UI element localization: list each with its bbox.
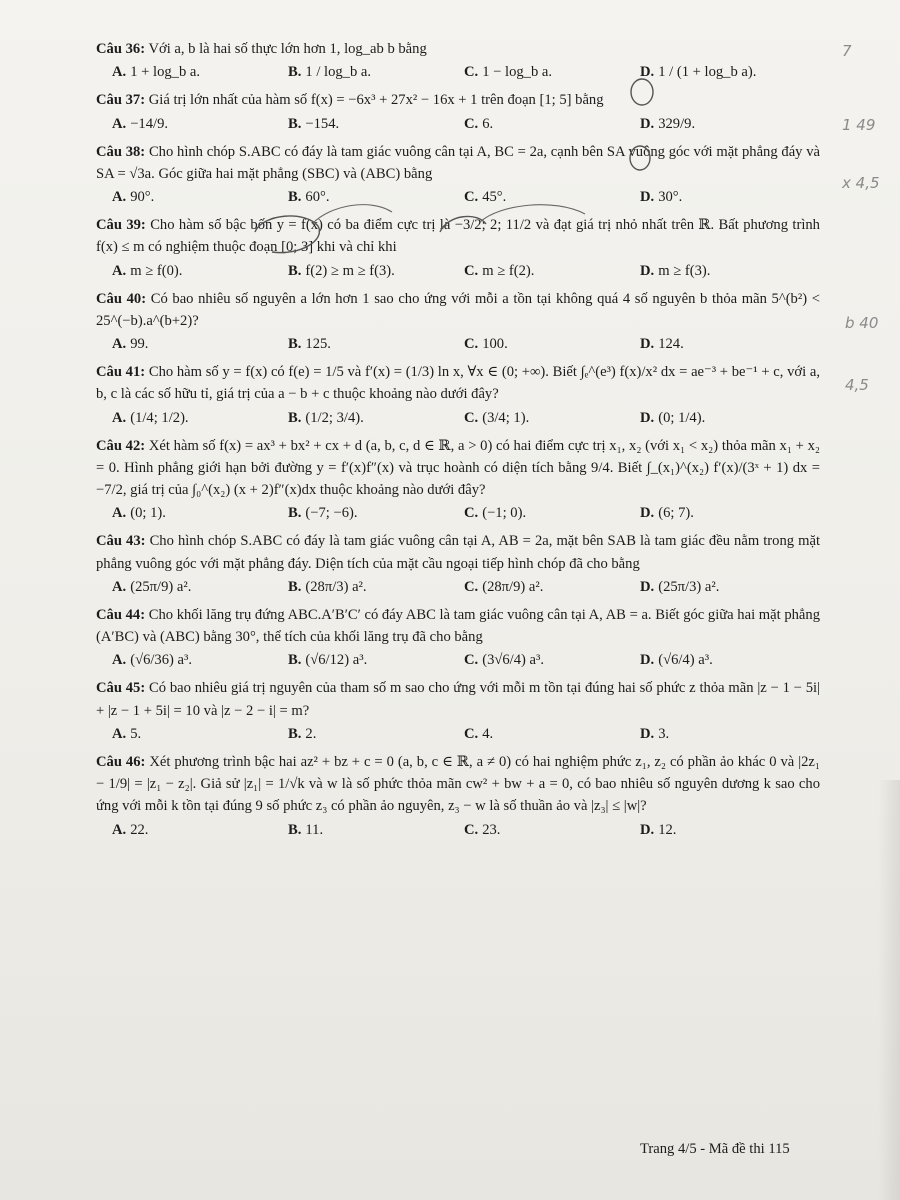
option-text: (0; 1). — [130, 505, 166, 522]
question-block — [96, 530, 820, 598]
option-text: (1/4; 1/2). — [130, 409, 189, 426]
margin-note: b 40 — [845, 314, 879, 332]
answer-option — [464, 333, 640, 355]
option-letter: B. — [288, 409, 302, 426]
option-letter: C. — [464, 189, 479, 206]
answer-option — [112, 186, 288, 208]
option-text: −14/9. — [130, 115, 169, 132]
option-text: (√6/4) a³. — [658, 652, 713, 669]
option-letter: D. — [640, 64, 655, 81]
option-letter: B. — [288, 725, 302, 742]
option-letter: D. — [640, 336, 655, 353]
option-letter: A. — [112, 336, 127, 353]
option-text: 6. — [482, 115, 494, 132]
answer-option — [112, 576, 288, 598]
question-text: Xét phương trình bậc hai az² + bz + c = 0 (a, b, c ∈ ℝ, a ≠ 0) có hai nghiệm phức z₁, z₂ có phần ảo khác 0 và |2z₁ − 1/9| = |z₁ − z₂|. Giả sử |z₁| = 1/√k và w là số phức thỏa mãn cw² + bw + a = 0, có bao nhiêu số nguyên dương k sao cho ứng với mỗi k tồn tại đúng 9 số phức z₃ có phần ảo nguyên, z₃ − w là số thuần ảo và |z₃| ≤ |w|? — [96, 753, 820, 815]
option-letter: A. — [112, 725, 127, 742]
option-letter: C. — [464, 725, 479, 742]
option-letter: C. — [464, 115, 479, 132]
question-block — [96, 604, 820, 672]
answer-options — [112, 819, 820, 841]
option-letter: B. — [288, 505, 302, 522]
answer-option — [640, 649, 816, 671]
question-block — [96, 435, 820, 525]
answer-option — [464, 113, 640, 135]
question-text: Cho hàm số bậc bốn y = f(x) có ba điểm cực trị là −3/2; 2; 11/2 và đạt giá trị nhỏ nhất trên ℝ. Bất phương trình f(x) ≤ m có nghiệm thuộc đoạn [0; 3] khi và chỉ khi — [96, 217, 820, 256]
option-letter: D. — [640, 115, 655, 132]
question-stem — [96, 677, 820, 721]
option-letter: B. — [288, 262, 302, 279]
option-letter: B. — [288, 578, 302, 595]
option-letter: C. — [464, 64, 479, 81]
answer-option — [640, 61, 816, 83]
margin-note: 4,5 — [845, 376, 869, 394]
option-text: f(2) ≥ m ≥ f(3). — [305, 262, 395, 279]
question-label: Câu 44: — [96, 606, 146, 623]
answer-options — [112, 113, 820, 135]
option-text: 3. — [658, 725, 670, 742]
margin-note: 7 — [842, 42, 852, 60]
option-letter: D. — [640, 505, 655, 522]
option-letter: D. — [640, 409, 655, 426]
question-text: Cho hình chóp S.ABC có đáy là tam giác vuông cân tại A, BC = 2a, cạnh bên SA vuông góc với mặt phẳng đáy và SA = √3a. Góc giữa hai mặt phẳng (SBC) và (ABC) bằng — [96, 143, 821, 182]
option-letter: A. — [112, 505, 127, 522]
option-text: 99. — [130, 336, 149, 353]
answer-option — [288, 819, 464, 841]
answer-option — [288, 649, 464, 671]
question-text: Xét hàm số f(x) = ax³ + bx² + cx + d (a, b, c, d ∈ ℝ, a > 0) có hai điểm cực trị x₁, x₂ (với x₁ < x₂) thỏa mãn x₁ + x₂ = 0. Hình phẳng giới hạn bởi đường y = f′(x)f″(x) và trục hoành có diện tích bằng 9/4. Biết ∫_(x₁)^(x₂) f′(x)/(3ˣ + 1) dx = −7/2, giá trị của ∫₀^(x₂) (x + 2)f″(x)dx thuộc khoảng nào dưới đây? — [96, 437, 820, 499]
option-text: 1 − log_b a. — [482, 64, 553, 81]
margin-note: 1 49 — [842, 116, 876, 134]
option-text: (6; 7). — [658, 505, 694, 522]
answer-option — [112, 723, 288, 745]
question-text: Với a, b là hai số thực lớn hơn 1, log_ab b bằng — [148, 41, 427, 57]
answer-option — [640, 260, 816, 282]
option-text: m ≥ f(3). — [658, 262, 711, 279]
answer-option — [288, 502, 464, 524]
answer-option — [112, 649, 288, 671]
option-letter: C. — [464, 505, 479, 522]
option-letter: A. — [112, 821, 127, 838]
answer-option — [464, 576, 640, 598]
option-text: 100. — [482, 336, 508, 353]
answer-option — [464, 186, 640, 208]
answer-options — [112, 407, 820, 429]
question-label: Câu 39: — [96, 217, 146, 234]
option-letter: C. — [464, 409, 479, 426]
option-text: (25π/3) a². — [658, 578, 720, 595]
question-stem — [96, 38, 820, 60]
option-text: 45°. — [482, 189, 507, 206]
answer-option — [112, 502, 288, 524]
answer-option — [640, 186, 816, 208]
question-label: Câu 37: — [96, 92, 146, 109]
answer-option — [464, 61, 640, 83]
question-label: Câu 45: — [96, 680, 146, 697]
option-text: 12. — [658, 821, 677, 838]
option-letter: B. — [288, 821, 302, 838]
option-text: 1 / (1 + log_b a). — [658, 64, 757, 81]
option-letter: B. — [288, 64, 302, 81]
option-letter: D. — [640, 725, 655, 742]
answer-option — [640, 576, 816, 598]
answer-options — [112, 502, 820, 524]
answer-option — [288, 407, 464, 429]
option-text: (−1; 0). — [482, 505, 527, 522]
page-footer: Trang 4/5 - Mã đề thi 115 — [640, 1141, 790, 1157]
option-text: (28π/9) a². — [482, 578, 544, 595]
question-text: Cho khối lăng trụ đứng ABC.A′B′C′ có đáy ABC là tam giác vuông cân tại A, AB = a. Biết góc giữa hai mặt phẳng (A′BC) và (ABC) bằng 30°, thể tích của khối lăng trụ đã cho bằng — [96, 606, 820, 646]
answer-option — [288, 260, 464, 282]
answer-option — [464, 407, 640, 429]
option-letter: A. — [112, 64, 127, 81]
question-label: Câu 42: — [96, 437, 146, 454]
answer-option — [112, 113, 288, 135]
question-label: Câu 38: — [96, 143, 146, 160]
margin-note: x 4,5 — [842, 174, 880, 192]
option-letter: C. — [464, 652, 479, 669]
option-letter: C. — [464, 262, 479, 279]
question-block — [96, 677, 820, 745]
option-letter: A. — [112, 578, 127, 595]
question-stem — [96, 435, 820, 502]
option-text: 4. — [482, 725, 494, 742]
option-text: (3√6/4) a³. — [482, 652, 545, 669]
answer-option — [640, 723, 816, 745]
option-letter: A. — [112, 652, 127, 669]
option-text: (√6/12) a³. — [305, 652, 368, 669]
option-text: 2. — [305, 725, 317, 742]
question-text: Cho hình chóp S.ABC có đáy là tam giác vuông cân tại A, AB = 2a, mặt bên SAB là tam giác đều nằm trong mặt phẳng vuông góc với mặt phẳng đáy. Diện tích của mặt cầu ngoại tiếp hình chóp đã cho bằng — [96, 533, 821, 572]
option-letter: A. — [112, 189, 127, 206]
answer-options — [112, 260, 820, 282]
option-text: (√6/36) a³. — [130, 652, 193, 669]
question-text: Giá trị lớn nhất của hàm số f(x) = −6x³ + 27x² − 16x + 1 trên đoạn [1; 5] bằng — [148, 92, 604, 109]
option-letter: C. — [464, 821, 479, 838]
answer-option — [288, 333, 464, 355]
question-stem — [96, 89, 820, 111]
option-letter: A. — [112, 262, 127, 279]
answer-options — [112, 649, 820, 671]
question-text: Có bao nhiêu số nguyên a lớn hơn 1 sao cho ứng với mỗi a tồn tại không quá 4 số nguyên b thỏa mãn 5^(b²) < 25^(−b).a^(b+2)? — [96, 290, 820, 329]
question-label: Câu 46: — [96, 753, 146, 770]
question-stem — [96, 141, 820, 185]
option-text: −154. — [305, 115, 340, 132]
question-block — [96, 361, 820, 429]
question-stem — [96, 530, 820, 574]
question-text: Cho hàm số y = f(x) có f(e) = 1/5 và f′(x) = (1/3) ln x, ∀x ∈ (0; +∞). Biết ∫ₑ^(e³) f(x)/x² dx = ae⁻³ + be⁻¹ + c, với a, b, c là các số hữu tỉ, giá trị của a − b + c thuộc khoảng nào dưới đây? — [96, 364, 820, 403]
answer-option — [640, 502, 816, 524]
option-text: 329/9. — [658, 115, 696, 132]
question-block — [96, 288, 820, 356]
answer-options — [112, 61, 820, 83]
option-letter: B. — [288, 652, 302, 669]
option-text: m ≥ f(0). — [130, 262, 183, 279]
answer-option — [464, 502, 640, 524]
option-letter: D. — [640, 578, 655, 595]
option-text: 1 / log_b a. — [305, 64, 372, 81]
answer-option — [464, 649, 640, 671]
option-letter: A. — [112, 115, 127, 132]
answer-option — [288, 723, 464, 745]
answer-options — [112, 186, 820, 208]
option-letter: D. — [640, 821, 655, 838]
answer-option — [640, 407, 816, 429]
option-text: (−7; −6). — [305, 505, 358, 522]
option-text: 11. — [305, 821, 324, 838]
answer-option — [288, 113, 464, 135]
answer-option — [288, 61, 464, 83]
answer-option — [112, 260, 288, 282]
option-text: 23. — [482, 821, 501, 838]
answer-options — [112, 723, 820, 745]
option-text: 1 + log_b a. — [130, 64, 201, 81]
question-stem — [96, 751, 820, 818]
option-text: 30°. — [658, 189, 683, 206]
answer-options — [112, 333, 820, 355]
page-shadow — [878, 780, 900, 1200]
option-letter: D. — [640, 262, 655, 279]
option-text: 125. — [305, 336, 331, 353]
option-text: 90°. — [130, 189, 155, 206]
option-letter: C. — [464, 578, 479, 595]
option-text: (28π/3) a². — [305, 578, 367, 595]
question-block — [96, 751, 820, 841]
answer-option — [640, 333, 816, 355]
option-letter: B. — [288, 336, 302, 353]
option-text: 22. — [130, 821, 149, 838]
option-text: 124. — [658, 336, 684, 353]
option-text: (0; 1/4). — [658, 409, 706, 426]
option-text: 5. — [130, 725, 142, 742]
question-label: Câu 40: — [96, 290, 147, 307]
question-stem — [96, 214, 820, 258]
option-text: (1/2; 3/4). — [305, 409, 364, 426]
answer-options — [112, 576, 820, 598]
option-text: m ≥ f(2). — [482, 262, 535, 279]
option-letter: B. — [288, 189, 302, 206]
option-letter: B. — [288, 115, 302, 132]
question-label: Câu 41: — [96, 364, 146, 381]
question-label: Câu 43: — [96, 533, 146, 550]
answer-option — [112, 333, 288, 355]
question-list — [96, 38, 820, 841]
option-letter: C. — [464, 336, 479, 353]
question-stem — [96, 361, 820, 405]
answer-option — [640, 819, 816, 841]
answer-option — [464, 260, 640, 282]
answer-option — [112, 407, 288, 429]
question-block — [96, 141, 820, 209]
option-text: 60°. — [305, 189, 330, 206]
answer-option — [288, 576, 464, 598]
answer-option — [112, 819, 288, 841]
option-letter: D. — [640, 652, 655, 669]
question-stem — [96, 604, 820, 648]
question-block — [96, 214, 820, 282]
question-stem — [96, 288, 820, 332]
option-text: (3/4; 1). — [482, 409, 530, 426]
question-block — [96, 38, 820, 83]
question-block — [96, 89, 820, 134]
question-label: Câu 36: — [96, 41, 146, 57]
answer-option — [288, 186, 464, 208]
option-letter: A. — [112, 409, 127, 426]
answer-option — [112, 61, 288, 83]
answer-option — [464, 723, 640, 745]
answer-option — [640, 113, 816, 135]
answer-option — [464, 819, 640, 841]
option-text: (25π/9) a². — [130, 578, 192, 595]
question-text: Có bao nhiêu giá trị nguyên của tham số m sao cho ứng với mỗi m tồn tại đúng hai số phức z thỏa mãn |z − 1 − 5i| + |z − 1 + 5i| = 10 và |z − 2 − i| = m? — [96, 680, 820, 719]
option-letter: D. — [640, 189, 655, 206]
